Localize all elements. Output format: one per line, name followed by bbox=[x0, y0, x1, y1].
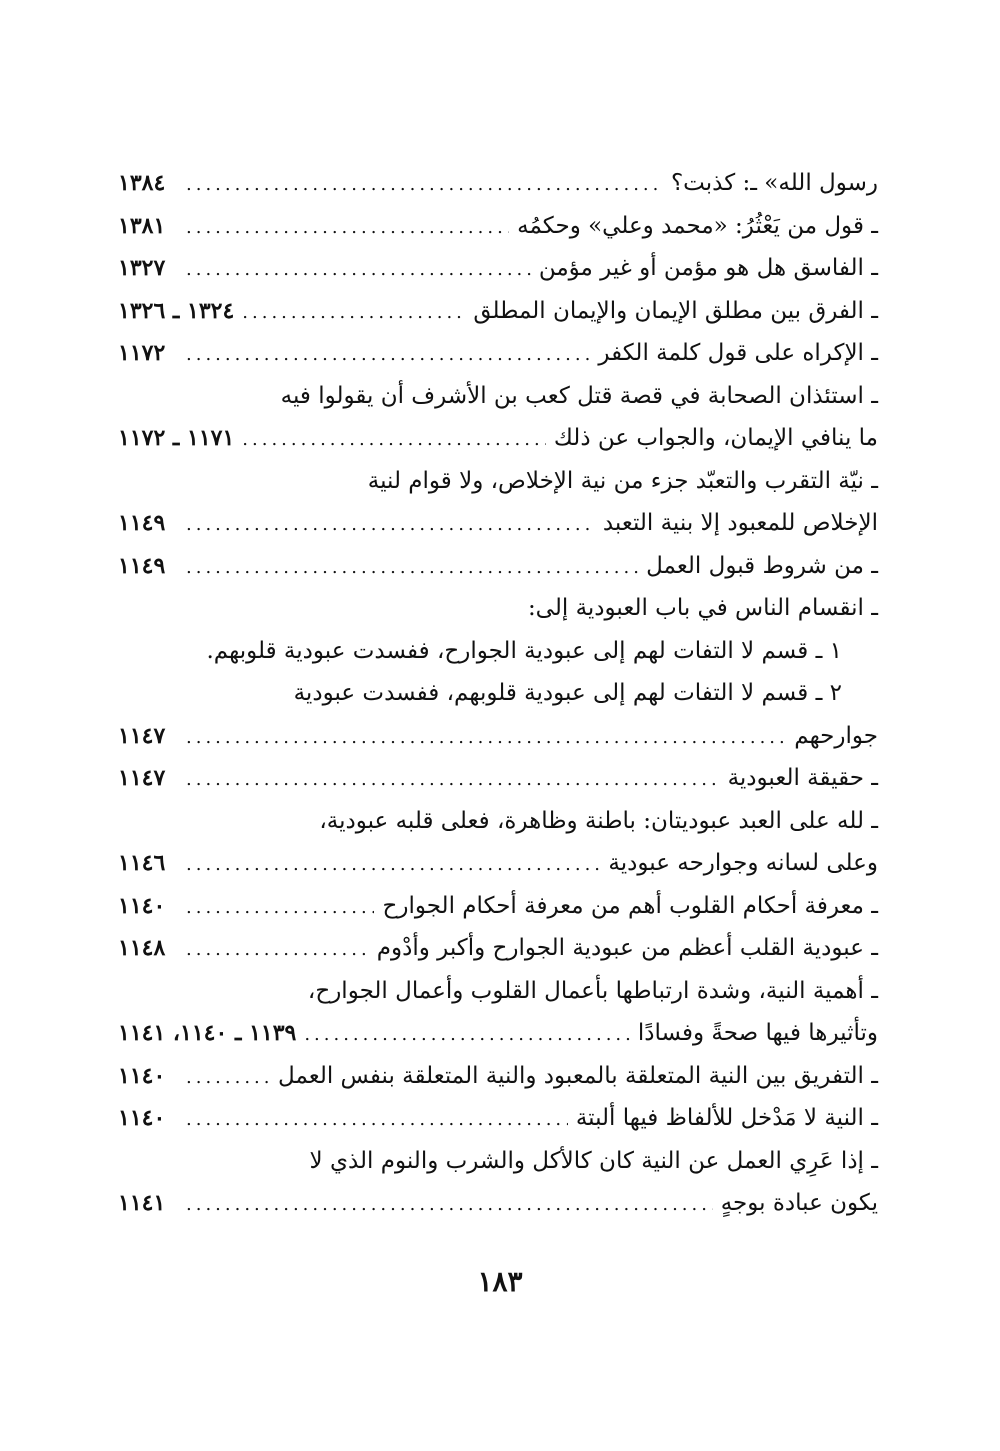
dot-leader bbox=[186, 334, 590, 377]
index-entry bbox=[118, 1097, 878, 1140]
entry-text: ـ من شروط قبول العمل bbox=[646, 552, 878, 579]
index-entry bbox=[118, 715, 878, 758]
index-entry bbox=[118, 757, 878, 800]
index-entry bbox=[118, 927, 878, 970]
index-entry bbox=[118, 247, 878, 290]
index-entry bbox=[118, 630, 878, 673]
entry-page-ref: ١٣٨١ bbox=[118, 212, 166, 239]
entry-text: ـ لله على العبد عبوديتان: باطنة وظاهرة، فعلى قلبه عبودية، bbox=[319, 807, 878, 834]
entry-text: ما ينافي الإيمان، والجواب عن ذلك bbox=[553, 425, 878, 451]
index-entry bbox=[118, 375, 878, 418]
dot-leader bbox=[304, 1014, 630, 1057]
entry-text: ـ النية لا مَدْخل للألفاظ فيها ألبتة bbox=[575, 1105, 878, 1131]
dot-leader bbox=[186, 1184, 713, 1227]
entry-text: ـ انقسام الناس في باب العبودية إلى: bbox=[527, 595, 878, 621]
index-entry bbox=[118, 332, 878, 375]
entry-text: ـ الفاسق هل هو مؤمن أو غير مؤمن bbox=[538, 255, 878, 281]
entry-page-ref: ١٣٨٤ bbox=[118, 170, 166, 196]
entry-text: ـ الفرق بين مطلق الإيمان والإيمان المطلق bbox=[473, 297, 878, 324]
index-list bbox=[118, 162, 878, 1225]
entry-text: ـ نيّة التقرب والتعبّد جزء من نية الإخلاص، ولا قوام لنية bbox=[367, 467, 878, 494]
entry-text: ـ الإكراه على قول كلمة الكفر bbox=[598, 340, 878, 366]
index-entry bbox=[118, 842, 878, 885]
entry-page-ref: ١١٤٩ bbox=[118, 510, 166, 536]
entry-text: ـ إذا عَرِي العمل عن النية كان كالأكل والشرب والنوم الذي لا bbox=[309, 1147, 878, 1174]
entry-text: ٢ ـ قسم لا التفات لهم إلى عبودية قلوبهم، ففسدت عبودية bbox=[293, 680, 842, 706]
index-entry bbox=[118, 885, 878, 928]
entry-page-ref: ١١٤٠ bbox=[118, 1062, 166, 1089]
entry-text: ـ التفريق بين النية المتعلقة بالمعبود والنية المتعلقة بنفس العمل bbox=[278, 1062, 878, 1089]
dot-leader bbox=[186, 1057, 270, 1100]
entry-text: يكون عبادة بوجهٍ bbox=[720, 1190, 878, 1216]
dot-leader bbox=[242, 292, 465, 335]
entry-page-ref: ١١٤٠ bbox=[118, 892, 166, 919]
dot-leader bbox=[186, 1099, 568, 1142]
index-entry bbox=[118, 502, 878, 545]
dot-leader bbox=[186, 547, 638, 590]
page-number: ١٨٣ bbox=[477, 1265, 523, 1298]
entry-text: وتأثيرها فيها صحةً وفسادًا bbox=[637, 1020, 878, 1046]
dot-leader bbox=[186, 759, 720, 802]
entry-text: الإخلاص للمعبود إلا بنية التعبد bbox=[602, 510, 878, 536]
index-entry bbox=[118, 1055, 878, 1098]
index-entry bbox=[118, 800, 878, 843]
index-entry bbox=[118, 587, 878, 630]
entry-text: ـ أهمية النية، وشدة ارتباطها بأعمال القلوب وأعمال الجوارح، bbox=[307, 977, 878, 1004]
entry-page-ref: ١٣٢٤ ـ ١٣٢٦ bbox=[118, 297, 235, 324]
entry-text: جوارحهم bbox=[794, 722, 878, 749]
dot-leader bbox=[242, 419, 546, 462]
index-entry bbox=[118, 162, 878, 205]
entry-text: ـ استئذان الصحابة في قصة قتل كعب بن الأشرف أن يقولوا فيه bbox=[280, 382, 878, 409]
index-entry bbox=[118, 1012, 878, 1055]
entry-page-ref: ١١٤٦ bbox=[118, 850, 166, 876]
entry-page-ref: ١١٤٧ bbox=[118, 722, 166, 749]
dot-leader bbox=[186, 887, 374, 930]
entry-text: رسول الله» ـ: كذبت؟ bbox=[670, 170, 878, 196]
index-entry bbox=[118, 545, 878, 588]
index-entry bbox=[118, 672, 878, 715]
entry-text: ـ حقيقة العبودية bbox=[727, 765, 878, 791]
index-entry bbox=[118, 290, 878, 333]
entry-text: وعلى لسانه وجوارحه عبودية bbox=[608, 850, 878, 876]
entry-page-ref: ١١٧٢ bbox=[118, 340, 166, 366]
dot-leader bbox=[186, 207, 509, 250]
entry-text: ـ قول من يَعْثُرُ: «محمد وعلي» وحكمُه bbox=[517, 212, 878, 239]
dot-leader bbox=[186, 929, 369, 972]
entry-page-ref: ١١٤٧ bbox=[118, 765, 166, 791]
entry-page-ref: ١٣٢٧ bbox=[118, 255, 166, 281]
dot-leader bbox=[186, 249, 531, 292]
entry-page-ref: ١١٤٩ bbox=[118, 552, 166, 579]
entry-page-ref: ١١٣٩ ـ ١١٤٠، ١١٤١ bbox=[118, 1020, 297, 1046]
entry-text: ـ عبودية القلب أعظم من عبودية الجوارح وأكبر وأدْوم bbox=[376, 935, 878, 961]
entry-page-ref: ١١٧١ ـ ١١٧٢ bbox=[118, 425, 235, 451]
index-entry bbox=[118, 205, 878, 248]
dot-leader bbox=[186, 504, 595, 547]
entry-text: ١ ـ قسم لا التفات لهم إلى عبودية الجوارح، ففسدت عبودية قلوبهم. bbox=[206, 637, 842, 664]
dot-leader bbox=[186, 717, 786, 760]
index-entry bbox=[118, 970, 878, 1013]
entry-page-ref: ١١٤٨ bbox=[118, 935, 166, 961]
dot-leader bbox=[186, 164, 663, 207]
index-entry bbox=[118, 460, 878, 503]
index-entry bbox=[118, 417, 878, 460]
index-entry bbox=[118, 1182, 878, 1225]
index-entry bbox=[118, 1140, 878, 1183]
entry-text: ـ معرفة أحكام القلوب أهم من معرفة أحكام الجوارح bbox=[382, 892, 878, 919]
entry-page-ref: ١١٤١ bbox=[118, 1190, 166, 1216]
dot-leader bbox=[186, 844, 600, 887]
entry-page-ref: ١١٤٠ bbox=[118, 1105, 166, 1131]
